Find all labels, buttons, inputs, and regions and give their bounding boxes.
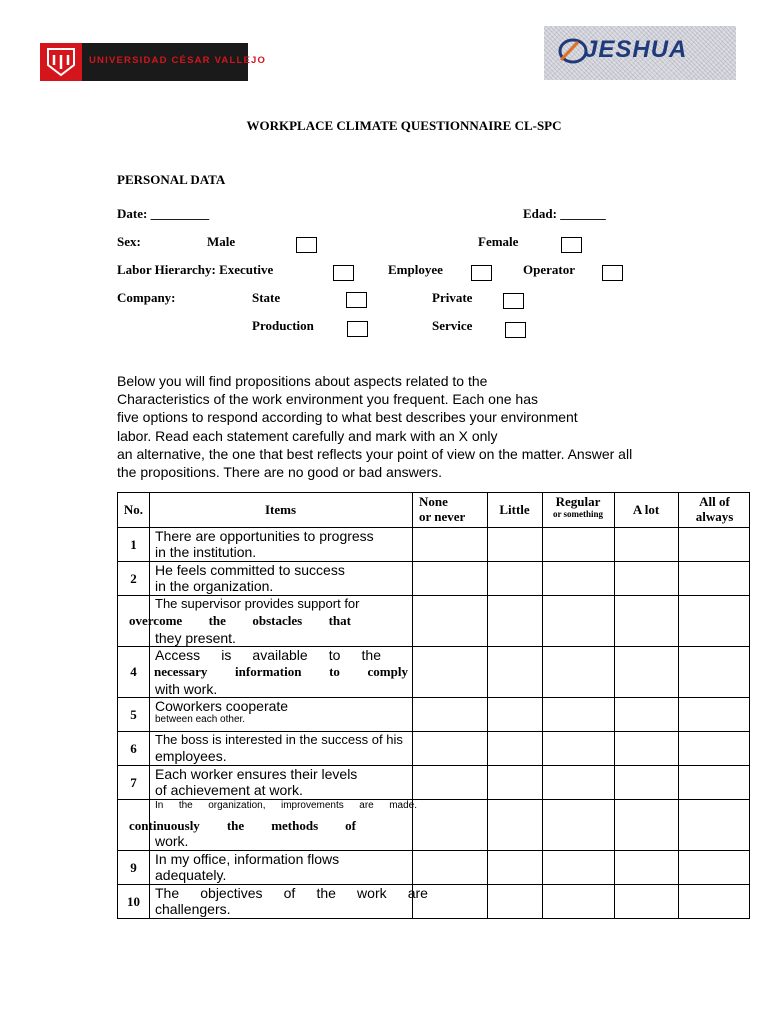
header-always-line1: All of [699, 494, 730, 509]
header-none-or-never [412, 494, 487, 524]
row-item-text-line3: with work. [155, 681, 218, 697]
company-logo [544, 26, 736, 80]
row-item-text: The supervisor provides support for [155, 596, 360, 611]
hierarchy-label: Labor Hierarchy: Executive [117, 262, 274, 277]
state-label: State [252, 290, 281, 305]
header-a-lot: A lot [632, 502, 660, 517]
header-regular [542, 494, 614, 520]
header-no: No. [123, 502, 144, 517]
row-item-text: Access is available to the [155, 647, 381, 663]
header-items: Items [264, 502, 297, 517]
row-number: 4 [130, 664, 137, 679]
production-label: Production [252, 318, 314, 333]
sex-label: Sex: [117, 234, 141, 249]
header-none-line1: None [419, 494, 448, 509]
private-label: Private [432, 290, 473, 305]
row-number: 6 [130, 741, 137, 756]
row-item-text-line2: challengers. [155, 901, 231, 917]
university-logo [40, 43, 267, 81]
page-title: WORKPLACE CLIMATE QUESTIONNAIRE CL-SPC [246, 118, 562, 133]
instructions-line: the propositions. There are no good or bad answers. [117, 464, 443, 481]
company-name: JESHUA [584, 36, 688, 63]
service-checkbox[interactable] [505, 322, 526, 338]
header-none-line2: or never [419, 509, 466, 524]
employee-checkbox[interactable] [471, 265, 492, 281]
row-item-text: He feels committed to success in the organization. [155, 562, 345, 594]
instructions-line: Characteristics of the work environment you frequent. Each one has [117, 391, 538, 408]
age-field[interactable]: Edad: _______ [523, 206, 606, 221]
service-label: Service [432, 318, 473, 333]
row-item-text: There are opportunities to progress in the institution. [155, 528, 374, 560]
row-item-text: Each worker ensures their levels of achievement at work. [155, 766, 358, 798]
date-field[interactable]: Date: _________ [117, 206, 210, 221]
row-number: 7 [130, 775, 137, 790]
row-item-text-line3: work. [155, 833, 189, 849]
header-always-line2: always [695, 509, 734, 524]
employee-label: Employee [388, 262, 443, 277]
university-shield-icon [40, 43, 82, 81]
company-label: Company: [117, 290, 176, 305]
private-checkbox[interactable] [503, 293, 524, 309]
row-item-text-line2: overcome the obstacles that [129, 613, 351, 628]
personal-data-heading: PERSONAL DATA [117, 172, 226, 187]
row-item-text-line3: they present. [155, 630, 236, 646]
instructions-line: Below you will find propositions about aspects related to the [117, 373, 488, 389]
row-item-text: In my office, information flows adequately. [155, 851, 340, 883]
row-item-text: The boss is interested in the success of his employees. [155, 732, 403, 764]
row-item-text: Coworkers cooperate between each other. [155, 698, 289, 725]
state-checkbox[interactable] [346, 292, 367, 308]
row-item-text: In the organization, improvements are made. [155, 800, 417, 811]
instructions-line: labor. Read each statement carefully and mark with an X only [117, 427, 498, 444]
row-item-text-line2: necessary information to comply [154, 664, 408, 679]
row-number: 1 [130, 537, 137, 552]
university-name: UNIVERSIDAD CÉSAR VALLEJO [89, 55, 267, 66]
operator-label: Operator [523, 262, 575, 277]
row-item-text-line2: continuously the methods of [129, 818, 356, 833]
instructions-line: five options to respond according to what best describes your environment [117, 409, 578, 426]
male-label: Male [207, 234, 236, 249]
operator-checkbox[interactable] [602, 265, 623, 281]
questionnaire-table [117, 492, 750, 919]
row-number: 10 [127, 894, 140, 909]
header-regular-line2: or something [552, 509, 604, 519]
production-checkbox[interactable] [347, 321, 368, 337]
header-always [678, 494, 751, 524]
row-number: 5 [130, 707, 137, 722]
row-number: 2 [130, 571, 137, 586]
row-item-text: The objectives of the work are [155, 885, 428, 901]
female-checkbox[interactable] [561, 237, 582, 253]
instructions-line: an alternative, the one that best reflects your point of view on the matter. Answer all [117, 445, 633, 462]
header-regular-line1: Regular [555, 494, 601, 509]
instructions [117, 372, 662, 481]
female-label: Female [478, 234, 519, 249]
header-little: Little [499, 502, 530, 517]
row-number: 9 [130, 860, 137, 875]
executive-checkbox[interactable] [333, 265, 354, 281]
male-checkbox[interactable] [296, 237, 317, 253]
